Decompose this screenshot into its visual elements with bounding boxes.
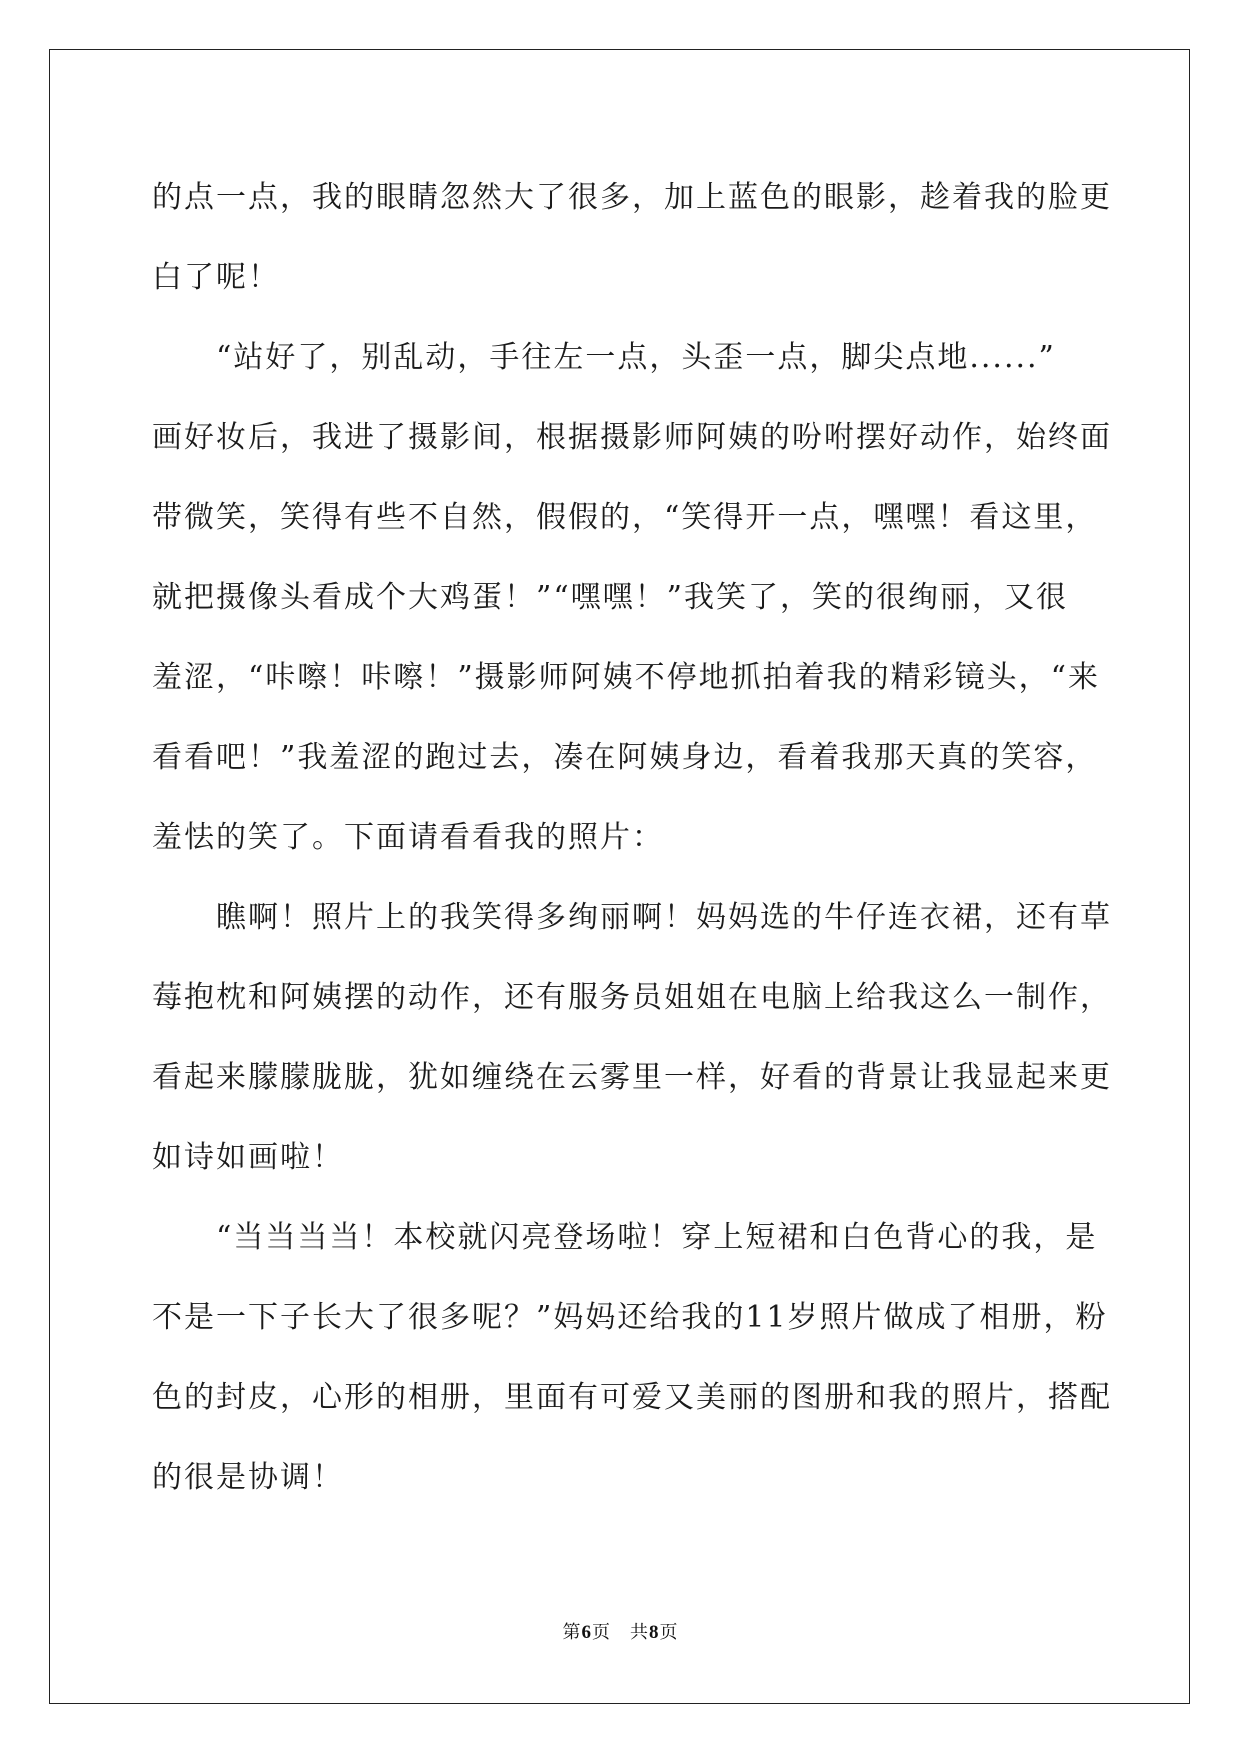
text-line: “当当当当！本校就闪亮登场啦！穿上短裙和白色背心的我，是 <box>216 1220 1098 1255</box>
paragraph-1 <box>152 158 1112 318</box>
text-line: 带微笑，笑得有些不自然，假假的，“笑得开一点，嘿嘿！看这里， <box>152 500 1098 535</box>
paragraph-3 <box>152 878 1112 1198</box>
footer-prefix: 第 <box>562 1622 582 1642</box>
text-line: 看看吧！”我羞涩的跑过去，凑在阿姨身边，看着我那天真的笑容， <box>152 740 1098 775</box>
text-line: 不是一下子长大了很多呢？”妈妈还给我的11岁照片做成了相册，粉 <box>152 1300 1108 1335</box>
text-line: 色的封皮，心形的相册，里面有可爱又美丽的图册和我的照片，搭配 <box>152 1380 1112 1415</box>
text-line: 看起来朦朦胧胧，犹如缠绕在云雾里一样，好看的背景让我显起来更 <box>152 1060 1112 1095</box>
text-line: 白了呢！ <box>152 260 280 295</box>
text-line: 如诗如画啦！ <box>152 1140 344 1175</box>
text-line: 瞧啊！照片上的我笑得多绚丽啊！妈妈选的牛仔连衣裙，还有草 <box>216 900 1112 935</box>
total-page-number: 8 <box>649 1622 660 1643</box>
text-line: 画好妆后，我进了摄影间，根据摄影师阿姨的吩咐摆好动作，始终面 <box>152 420 1112 455</box>
text-line: 的很是协调！ <box>152 1460 344 1495</box>
text-line: “站好了，别乱动，手往左一点，头歪一点，脚尖点地......” <box>216 340 1056 375</box>
text-line: 就把摄像头看成个大鸡蛋！”“嘿嘿！”我笑了，笑的很绚丽，又很 <box>152 580 1069 615</box>
paragraph-2 <box>152 318 1112 878</box>
text-line: 莓抱枕和阿姨摆的动作，还有服务员姐姐在电脑上给我这么一制作， <box>152 980 1112 1015</box>
document-body <box>152 158 1112 1518</box>
text-line: 羞怯的笑了。下面请看看我的照片： <box>152 820 664 855</box>
footer-middle: 页 共 <box>592 1622 649 1642</box>
page-footer <box>0 1618 1241 1644</box>
footer-suffix: 页 <box>659 1622 679 1642</box>
text-line: 的点一点，我的眼睛忽然大了很多，加上蓝色的眼影，趁着我的脸更 <box>152 180 1112 215</box>
text-line: 羞涩，“咔嚓！咔嚓！”摄影师阿姨不停地抓拍着我的精彩镜头，“来 <box>152 660 1101 695</box>
paragraph-4 <box>152 1198 1112 1518</box>
current-page-number: 6 <box>581 1622 592 1643</box>
